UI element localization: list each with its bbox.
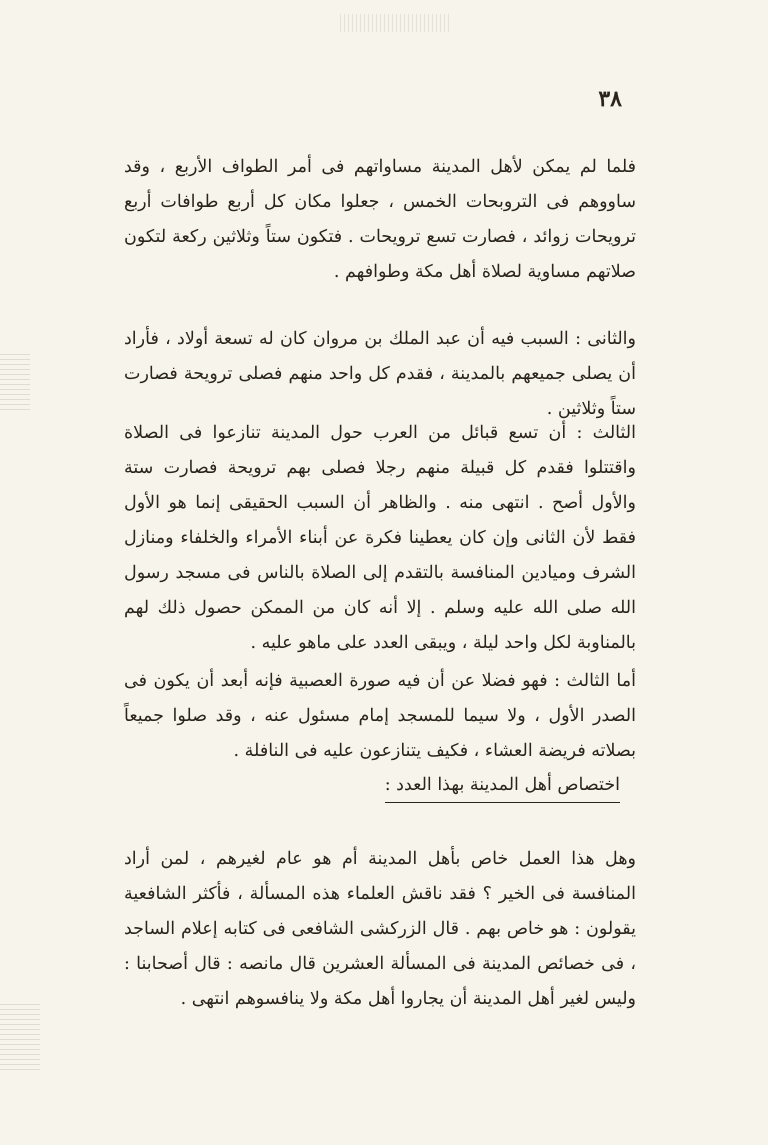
paragraph-3: الثالث : أن تسع قبائل من العرب حول المدينة تنازعوا فى الصلاة واقتتلوا فقدم كل قبيلة منهم رجلا فصلى بهم ترويحة فصارت ستة والأول أصح . انتهى منه . والظاهر أن السبب الحقيقى إنما هو الأول فقط لأن الثانى وإن كان يعطينا فكرة عن أبناء الأمراء والخلفاء ومنازل الشرف وميادين المنافسة بالتقدم إلى الصلاة بالناس فى مسجد رسول الله صلى الله عليه وسلم . إلا أنه كان من الممكن حصول ذلك لهم بالمناوبة لكل واحد ليلة ، ويبقى العدد على ماهو عليه . bbox=[124, 423, 636, 653]
page-number: ٣٨ bbox=[598, 86, 622, 112]
paragraph-1: فلما لم يمكن لأهل المدينة مساواتهم فى أمر الطواف الأربع ، وقد ساووهم فى التروبحات الخمس ، جعلوا مكان كل أربع طوافات أربع ترويحات زوائد ، فصارت تسع ترويحات . فتكون ستاً وثلاثين ركعة لتكون صلاتهم مساوية لصلاة أهل مكة وطوافهم . bbox=[124, 157, 636, 282]
scan-artifact bbox=[0, 1000, 40, 1070]
scan-artifact bbox=[340, 14, 450, 32]
paragraph-5: وهل هذا العمل خاص بأهل المدينة أم هو عام لغيرهم ، لمن أراد المنافسة فى الخير ؟ فقد ناقش العلماء هذه المسألة ، فأكثر الشافعية يقولون : هو خاص بهم . قال الزركشى الشافعى فى كتابه إعلام الساجد ، فى خصائص المدينة فى المسألة العشرين قال مانصه : قال أصحابنا : وليس لغير أهل المدينة أن يجاروا أهل مكة ولا ينافسوهم انتهى . bbox=[124, 849, 636, 1009]
paragraph-4: أما الثالث : فهو فضلا عن أن فيه صورة العصبية فإنه أبعد أن يكون فى الصدر الأول ، ولا سيما للمسجد إمام مسئول عنه ، وقد صلوا جميعاً بصلاته فريضة العشاء ، فكيف يتنازعون عليه فى النافلة . bbox=[124, 671, 636, 761]
scan-artifact bbox=[0, 350, 30, 410]
section-heading: اختصاص أهل المدينة بهذا العدد : bbox=[385, 770, 620, 803]
paragraph-2: والثانى : السبب فيه أن عبد الملك بن مروان كان له تسعة أولاد ، فأراد أن يصلى جميعهم بالمدينة ، فقدم كل واحد منهم فصلى ترويحة فصارت ستاً وثلاثين . bbox=[124, 329, 636, 419]
